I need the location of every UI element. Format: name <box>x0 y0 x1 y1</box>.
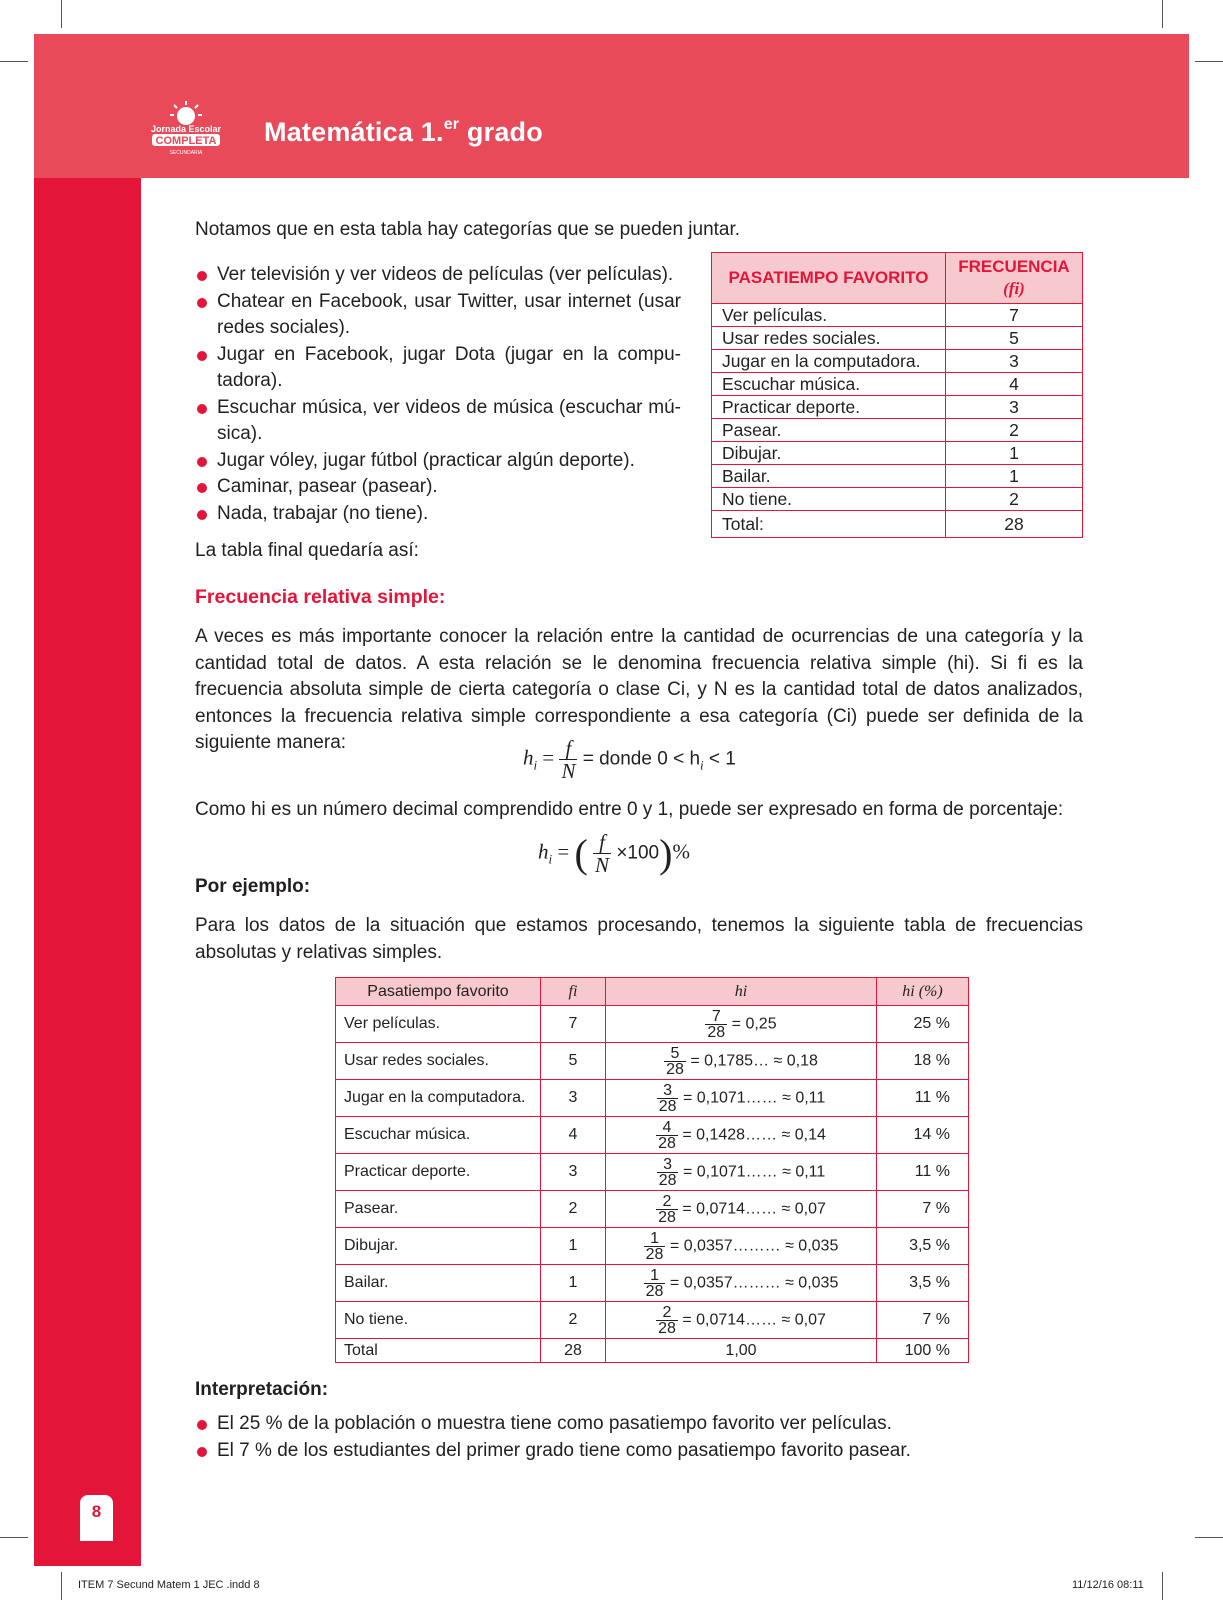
interpretation-title: Interpretación: <box>195 1379 329 1400</box>
bullet-item: Ver televisión y ver videos de películas (ver películas). <box>195 262 681 289</box>
crop-mark <box>61 0 62 28</box>
row-hi-calc: = 0,1785… ≈ 0,18 <box>690 1052 818 1070</box>
row-hi-calc: = 0,25 <box>731 1015 777 1033</box>
row-label: Bailar. <box>336 1265 541 1302</box>
row-hi <box>606 1080 877 1117</box>
table-row <box>336 1191 969 1228</box>
row-label: Ver películas. <box>712 304 946 327</box>
paragraph-definition: A veces es más importante conocer la relación entre la cantidad de ocurrencias de una categoría y la cantidad total de datos. A esta relación se le denomina frecuencia relativa simple (hi). Si fi es la frecuencia absoluta simple de cierta categoría o clase Ci, y N es la cantidad total de datos analizados, entonces la frecuencia relativa simple correspondiente a esa categoría (Ci) puede ser definida de la siguiente manera: <box>195 626 1083 753</box>
footer-file-info: ITEM 7 Secund Matem 1 JEC .indd 8 <box>78 1579 260 1591</box>
bullet-dot-icon <box>197 351 207 361</box>
row-hi-calc: = 0,0714…… ≈ 0,07 <box>682 1311 826 1329</box>
row-hi-calc: = 0,1428…… ≈ 0,14 <box>682 1126 826 1144</box>
row-label: Dibujar. <box>336 1228 541 1265</box>
row-frequency: 1 <box>946 442 1083 465</box>
interpretation-item: El 25 % de la población o muestra tiene como pasatiempo favorito ver películas. <box>195 1411 1095 1438</box>
row-hi <box>606 1117 877 1154</box>
row-label: Pasear. <box>712 419 946 442</box>
crop-mark <box>1195 1537 1223 1538</box>
page-number: 8 <box>91 1502 102 1521</box>
t2-header-fi: fi <box>541 978 606 1006</box>
row-hi <box>606 1302 877 1339</box>
fraction: $\frac{7}{28}$ <box>707 1007 726 1041</box>
formula-relative-frequency: $h_i$ = $\frac{f}{N}$ = donde $0 < h_i < 1$ <box>523 736 736 783</box>
bullet-item: Chatear en Facebook, usar Twitter, usar internet (usar redes sociales). <box>195 289 681 342</box>
fi-symbol: (fi) <box>1003 279 1025 298</box>
table-row <box>712 419 1083 442</box>
bullet-item: Jugar en Facebook, jugar Dota (jugar en la compu-tadora). <box>195 342 681 395</box>
logo-icon <box>146 100 226 158</box>
row-label: Pasear. <box>336 1191 541 1228</box>
row-label: No tiene. <box>336 1302 541 1339</box>
jornada-escolar-logo <box>146 100 226 158</box>
crop-mark <box>1162 1572 1163 1600</box>
fraction: $\frac{1}{28}$ <box>645 1229 664 1263</box>
row-frequency: 2 <box>946 419 1083 442</box>
row-hi-calc: = 0,0357……… ≈ 0,035 <box>669 1274 839 1292</box>
row-hi-calc: = 0,1071…… ≈ 0,11 <box>682 1163 826 1181</box>
row-fi: 1 <box>541 1228 606 1265</box>
row-label: Usar redes sociales. <box>336 1043 541 1080</box>
row-hi-percent: 18 % <box>877 1043 969 1080</box>
crop-mark <box>0 61 28 62</box>
table-row <box>712 488 1083 511</box>
fraction: $\frac{1}{28}$ <box>645 1266 664 1300</box>
row-hi-percent: 3,5 % <box>877 1228 969 1265</box>
row-label: Practicar deporte. <box>336 1154 541 1191</box>
bullet-dot-icon <box>197 483 207 493</box>
fraction: $\frac{2}{28}$ <box>658 1303 676 1337</box>
row-hi-percent: 7 % <box>877 1302 969 1339</box>
example-title: Por ejemplo: <box>195 876 311 897</box>
row-fi: 3 <box>541 1154 606 1191</box>
row-hi-calc: = 0,0357……… ≈ 0,035 <box>669 1237 839 1255</box>
row-fi: 2 <box>541 1191 606 1228</box>
crop-mark <box>0 1537 28 1538</box>
crop-mark <box>1162 0 1163 28</box>
svg-text:Jornada Escolar: Jornada Escolar <box>150 124 222 134</box>
row-hi-calc: = 0,1071…… ≈ 0,11 <box>682 1089 826 1107</box>
interpretation-list <box>195 1411 1095 1464</box>
row-frequency: 3 <box>946 350 1083 373</box>
table-row <box>712 396 1083 419</box>
table-row <box>712 350 1083 373</box>
final-table-text: La tabla final quedaría así: <box>195 540 419 561</box>
row-label: Ver películas. <box>336 1006 541 1043</box>
table-row <box>712 465 1083 488</box>
table-row <box>336 1080 969 1117</box>
bullet-item: Caminar, pasear (pasear). <box>195 474 681 501</box>
row-hi-percent: 11 % <box>877 1154 969 1191</box>
row-hi <box>606 1154 877 1191</box>
row-label: No tiene. <box>712 488 946 511</box>
bullet-item: Nada, trabajar (no tiene). <box>195 501 681 528</box>
row-frequency: 1 <box>946 465 1083 488</box>
row-label: Usar redes sociales. <box>712 327 946 350</box>
row-label: Jugar en la computadora. <box>712 350 946 373</box>
table-row <box>712 304 1083 327</box>
paragraph-percentage: Como hi es un número decimal comprendido entre 0 y 1, puede ser expresado en forma de porcentaje: <box>195 799 1064 820</box>
fraction: $\frac{4}{28}$ <box>658 1118 676 1152</box>
row-hi <box>606 1006 877 1043</box>
row-fi: 7 <box>541 1006 606 1043</box>
row-label: Escuchar música. <box>336 1117 541 1154</box>
row-frequency: 3 <box>946 396 1083 419</box>
bullet-dot-icon <box>197 404 207 414</box>
row-label: Total: <box>712 511 946 538</box>
row-hi-percent: 3,5 % <box>877 1265 969 1302</box>
row-fi: 3 <box>541 1080 606 1117</box>
t2-header-pastime: Pasatiempo favorito <box>336 978 541 1006</box>
bullet-dot-icon <box>197 271 207 281</box>
crop-mark <box>61 1572 62 1600</box>
bullet-item: Escuchar música, ver videos de música (escuchar mú-sica). <box>195 395 681 448</box>
bullet-item: Jugar vóley, jugar fútbol (practicar algún deporte). <box>195 448 681 475</box>
row-frequency: 2 <box>946 488 1083 511</box>
row-label: Dibujar. <box>712 442 946 465</box>
row-label: Bailar. <box>712 465 946 488</box>
row-label: Escuchar música. <box>712 373 946 396</box>
table-row <box>336 1006 969 1043</box>
crop-mark <box>1195 61 1223 62</box>
row-hi-percent: 25 % <box>877 1006 969 1043</box>
total-fi: 28 <box>541 1339 606 1363</box>
row-fi: 1 <box>541 1265 606 1302</box>
row-hi <box>606 1228 877 1265</box>
row-hi <box>606 1265 877 1302</box>
table-row <box>336 1302 969 1339</box>
t2-header-hi-percent: hi (%) <box>877 978 969 1006</box>
table-header-pastime: PASATIEMPO FAVORITO <box>712 253 946 304</box>
paragraph-example: Para los datos de la situación que estamos procesando, tenemos la siguiente tabla de frecuencias absolutas y relativas simples. <box>195 915 1083 963</box>
table-row <box>712 373 1083 396</box>
row-hi-percent: 14 % <box>877 1117 969 1154</box>
row-hi-percent: 7 % <box>877 1191 969 1228</box>
footer-timestamp: 11/12/16 08:11 <box>1072 1579 1144 1591</box>
row-hi <box>606 1043 877 1080</box>
bullet-dot-icon <box>197 1420 207 1430</box>
side-band <box>34 178 141 1566</box>
row-hi-calc: = 0,0714…… ≈ 0,07 <box>682 1200 826 1218</box>
row-fi: 2 <box>541 1302 606 1339</box>
bullet-dot-icon <box>197 1447 207 1457</box>
fraction: $\frac{2}{28}$ <box>658 1192 676 1226</box>
table-row <box>712 327 1083 350</box>
section-title-relative-frequency: Frecuencia relativa simple: <box>195 586 446 608</box>
fraction: $\frac{3}{28}$ <box>658 1155 677 1189</box>
row-frequency: 5 <box>946 327 1083 350</box>
row-frequency: 4 <box>946 373 1083 396</box>
intro-text: Notamos que en esta tabla hay categorías que se pueden juntar. <box>195 219 741 240</box>
row-label: Jugar en la computadora. <box>336 1080 541 1117</box>
bullet-dot-icon <box>197 510 207 520</box>
formula-percentage: $h_i$ = ( $\frac{f}{N}$ ×100)% <box>538 830 690 877</box>
total-percent: 100 % <box>877 1339 969 1363</box>
frequency-table <box>711 252 1083 538</box>
total-label: Total <box>336 1339 541 1363</box>
row-label: Practicar deporte. <box>712 396 946 419</box>
table-row <box>336 1228 969 1265</box>
fraction: $\frac{3}{28}$ <box>658 1081 677 1115</box>
svg-text:SECUNDARIA: SECUNDARIA <box>169 150 203 156</box>
row-frequency: 7 <box>946 304 1083 327</box>
total-hi: 1,00 <box>606 1339 877 1363</box>
row-fi: 4 <box>541 1117 606 1154</box>
relative-frequency-table <box>335 977 969 1363</box>
table-row <box>336 1265 969 1302</box>
table-row <box>712 511 1083 538</box>
bullet-dot-icon <box>197 457 207 467</box>
bullet-dot-icon <box>197 298 207 308</box>
fraction: $\frac{5}{28}$ <box>666 1044 684 1078</box>
table-header-frequency: FRECUENCIA (fi) <box>946 253 1083 304</box>
svg-text:COMPLETA: COMPLETA <box>155 135 217 147</box>
t2-header-hi: hi <box>606 978 877 1006</box>
page-header-title: Matemática 1.$^{er}$ grado <box>264 116 543 147</box>
bullet-list <box>195 262 681 527</box>
table-row <box>336 1043 969 1080</box>
row-hi <box>606 1191 877 1228</box>
row-fi: 5 <box>541 1043 606 1080</box>
row-frequency: 28 <box>946 511 1083 538</box>
row-hi-percent: 11 % <box>877 1080 969 1117</box>
table-row <box>712 442 1083 465</box>
table-row <box>336 1117 969 1154</box>
table-row <box>336 1154 969 1191</box>
interpretation-item: El 7 % de los estudiantes del primer grado tiene como pasatiempo favorito pasear. <box>195 1438 1095 1465</box>
table-total-row <box>336 1339 969 1363</box>
